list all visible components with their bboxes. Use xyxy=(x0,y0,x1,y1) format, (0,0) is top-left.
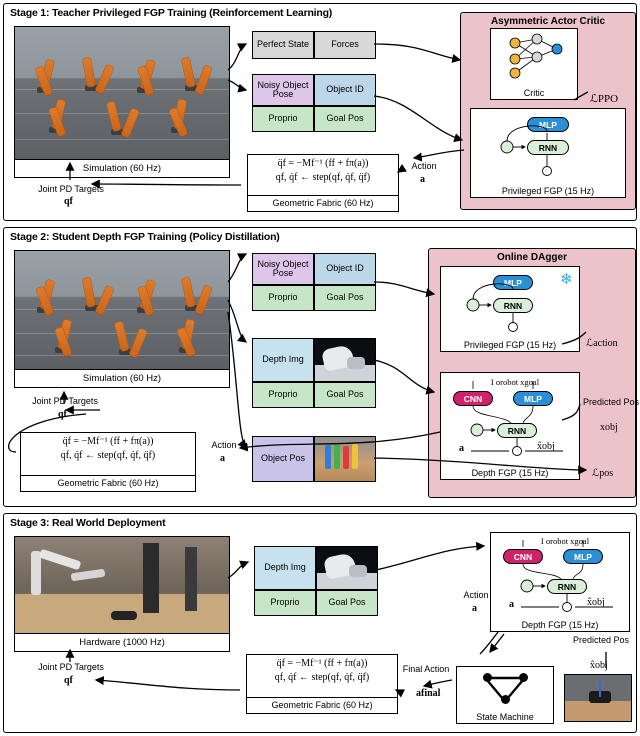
fabric-equation-1-s3: q̈f = −Mf⁻¹ (ff + fπ(a)) xyxy=(276,658,368,669)
state-machine-caption: State Machine xyxy=(476,712,534,722)
pos-loss-label: ℒpos xyxy=(592,468,614,479)
input-proprio-s3: Proprio xyxy=(254,590,316,616)
student-action-symbol-s2: a xyxy=(459,443,464,454)
input-noisy-object-pose: Noisy Object Pose xyxy=(252,74,314,106)
action-label-s2: Action xyxy=(211,440,237,450)
input-goal-pos-s3: Goal Pos xyxy=(316,590,378,616)
rnn-pill-s2-teacher: RNN xyxy=(493,298,533,313)
input-proprio: Proprio xyxy=(252,106,314,132)
fabric-caption-s3: Geometric Fabric (60 Hz) xyxy=(247,697,397,713)
joint-pd-label-s1: Joint PD Targets xyxy=(38,184,104,194)
fabric-equation-2-s1: qf, q̇f ← step(qf, q̇f, q̈f) xyxy=(275,171,371,183)
depth-image-s2 xyxy=(314,338,376,382)
fabric-equation-1-s1: q̈f = −Mf⁻¹ (ff + fπ(a)) xyxy=(277,158,369,169)
action-symbol-s3: a xyxy=(472,603,477,614)
simulation-image xyxy=(15,27,229,160)
geometric-fabric-box-s3 xyxy=(246,654,398,714)
input-goal-pos: Goal Pos xyxy=(314,106,376,132)
final-action-symbol: afinal xyxy=(416,688,441,699)
rnn-pill-s1: RNN xyxy=(527,140,569,155)
mlp-pill-s3: MLP xyxy=(563,549,603,564)
rnn-pill-s3: RNN xyxy=(547,579,587,594)
stage-1-simulation xyxy=(14,26,230,178)
stage-2-sim-caption: Simulation (60 Hz) xyxy=(15,369,229,387)
input-object-id-s2: Object ID xyxy=(314,253,376,285)
cnn-pill-s3: CNN xyxy=(503,549,543,564)
geometric-fabric-box-s2 xyxy=(20,432,196,492)
action-symbol-s2: a xyxy=(220,453,225,464)
student-inputs-s2: I orobot xgoal xyxy=(490,377,540,387)
input-depth-img-s3: Depth Img xyxy=(254,546,316,590)
online-dagger-title: Online DAgger xyxy=(496,252,567,263)
depth-fgp-panel-s2 xyxy=(440,372,580,480)
ppo-loss-label: ℒPPO xyxy=(590,93,619,105)
joint-pd-symbol-s1: qf xyxy=(64,196,73,207)
input-perfect-state: Perfect State xyxy=(252,31,314,59)
depth-image-s3 xyxy=(316,546,378,590)
critic-panel xyxy=(490,28,578,100)
action-label-s1: Action xyxy=(411,161,437,171)
stage-3-hw-caption: Hardware (1000 Hz) xyxy=(15,633,229,651)
critic-caption: Critic xyxy=(523,88,545,98)
student-pred-symbol-s2: x̂obj xyxy=(537,441,555,452)
fabric-equation-2-s3: qf, q̇f ← step(qf, q̇f, q̈f) xyxy=(274,671,370,683)
privileged-fgp-panel-s1 xyxy=(470,108,626,198)
privileged-fgp-caption-s1: Privileged FGP (15 Hz) xyxy=(501,186,595,196)
mlp-pill-s1: MLP xyxy=(527,117,569,132)
input-goal-pos-depth-s2: Goal Pos xyxy=(314,382,376,408)
depth-fgp-caption-s2: Depth FGP (15 Hz) xyxy=(471,468,549,478)
object-pose-preview-s3 xyxy=(564,674,632,722)
stage-1-title: Stage 1: Teacher Privileged FGP Training (Reinforcement Learning) xyxy=(10,7,333,19)
rnn-pill-s2-student: RNN xyxy=(497,423,537,438)
predicted-pos-symbol-s3: x̂obj xyxy=(590,660,608,671)
stage-2-title: Stage 2: Student Depth FGP Training (Policy Distillation) xyxy=(10,231,280,243)
predicted-pos-label-s2: Predicted Pos xyxy=(582,397,640,407)
stage-3-hardware xyxy=(14,536,230,652)
joint-pd-symbol-s3: qf xyxy=(64,675,73,686)
privileged-fgp-panel-s2 xyxy=(440,266,580,352)
final-action-label: Final Action xyxy=(402,664,450,674)
state-machine-panel xyxy=(456,666,554,724)
student-inputs-s3: I orobot xgoal xyxy=(540,536,590,546)
stage-3-title: Stage 3: Real World Deployment xyxy=(10,517,166,529)
pred-symbol-panel-s3: x̂obj xyxy=(587,597,605,608)
stage-1-sim-caption: Simulation (60 Hz) xyxy=(15,159,229,177)
action-symbol-s1: a xyxy=(420,174,425,185)
depth-fgp-caption-s3: Depth FGP (15 Hz) xyxy=(521,620,599,630)
fabric-caption-s1: Geometric Fabric (60 Hz) xyxy=(248,195,398,211)
input-depth-img-s2: Depth Img xyxy=(252,338,314,382)
stage-3-panel xyxy=(3,513,637,733)
action-loss-label: ℒaction xyxy=(586,338,618,349)
input-forces: Forces xyxy=(314,31,376,59)
mlp-pill-s2-teacher: MLP xyxy=(493,275,533,290)
input-proprio-s2: Proprio xyxy=(252,285,314,311)
cnn-pill-s2: CNN xyxy=(453,391,493,406)
predicted-pos-label-s3: Predicted Pos xyxy=(572,635,630,645)
actor-critic-title: Asymmetric Actor Critic xyxy=(490,16,606,27)
fabric-equation-2-s2: qf, q̇f ← step(qf, q̇f, q̈f) xyxy=(60,449,156,461)
geometric-fabric-box-s1 xyxy=(247,154,399,212)
hardware-image xyxy=(15,537,229,634)
privileged-fgp-caption-s2: Privileged FGP (15 Hz) xyxy=(463,340,557,350)
fabric-caption-s2: Geometric Fabric (60 Hz) xyxy=(21,475,195,491)
fabric-equation-1-s2: q̈f = −Mf⁻¹ (ff + fπ(a)) xyxy=(62,436,154,447)
mlp-pill-s2-student: MLP xyxy=(513,391,553,406)
joint-pd-symbol-s2: qf xyxy=(58,409,67,420)
depth-fgp-panel-s3 xyxy=(490,532,630,632)
action-symbol-panel-s3: a xyxy=(509,599,514,610)
object-pos-image-s2 xyxy=(314,436,376,482)
joint-pd-label-s2: Joint PD Targets xyxy=(32,396,98,406)
input-goal-pos-s2: Goal Pos xyxy=(314,285,376,311)
input-object-pos-s2: Object Pos xyxy=(252,436,314,482)
joint-pd-label-s3: Joint PD Targets xyxy=(38,662,104,672)
input-proprio-depth-s2: Proprio xyxy=(252,382,314,408)
stage-2-simulation xyxy=(14,250,230,388)
input-object-id: Object ID xyxy=(314,74,376,106)
simulation-image-s2 xyxy=(15,251,229,370)
action-label-s3: Action xyxy=(463,590,489,600)
input-noisy-object-pose-s2: Noisy Object Pose xyxy=(252,253,314,285)
stage-2-panel xyxy=(3,227,640,507)
stage-1-panel xyxy=(3,3,637,221)
predicted-pos-symbol-s2: xobj xyxy=(600,422,618,433)
snowflake-icon: ❄ xyxy=(560,271,573,288)
